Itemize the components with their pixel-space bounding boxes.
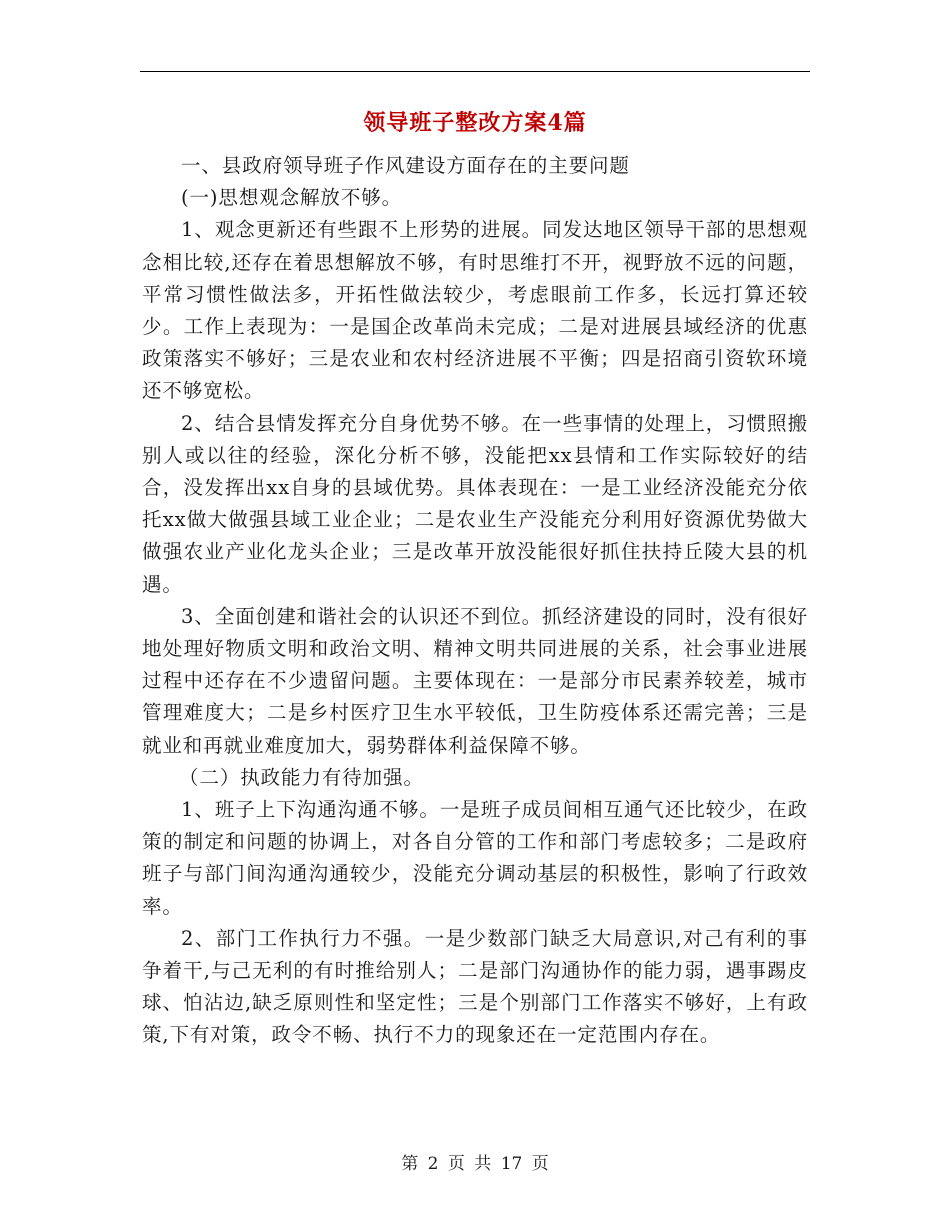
section-heading: 一、县政府领导班子作风建设方面存在的主要问题 [181,154,630,177]
document-body [142,150,808,1052]
paragraph: 2、部门工作执行力不强。一是少数部门缺乏大局意识,对己有利的事争着干,与己无利的有时推给别人；二是部门沟通协作的能力弱，遇事踢皮球、怕沾边,缺乏原则性和坚定性；三是个别部门工作落实不够好，上有政策,下有对策，政令不畅、执行不力的现象还在一定范围内存在。 [142,926,808,1047]
paragraph: 2、结合县情发挥充分自身优势不够。在一些事情的处理上，习惯照搬别人或以往的经验，深化分析不够，没能把xx县情和工作实际较好的结合，没发挥出xx自身的县域优势。具体表现在：一是工业经济没能充分依托xx做大做强县域工业企业；二是农业生产没能充分利用好资源优势做大做强农业产业化龙头企业；三是改革开放没能很好抓住扶持丘陵大县的机遇。 [142,411,808,596]
subsection-heading: （二）执政能力有待加强。 [179,765,424,789]
paragraph: 3、全面创建和谐社会的认识还不到位。抓经济建设的同时，没有很好地处理好物质文明和政治文明、精神文明共同进展的关系，社会事业进展过程中还存在不少遗留问题。主要体现在：一是部分市民素养较差，城市管理难度大；二是乡村医疗卫生水平较低，卫生防疫体系还需完善；三是就业和再就业难度加大，弱势群体利益保障不够。 [142,604,808,757]
paragraph: 1、班子上下沟通沟通不够。一是班子成员间相互通气还比较少，在政策的制定和问题的协调上，对各自分管的工作和部门考虑较多；二是政府班子与部门间沟通沟通较少，没能充分调动基层的积极性，影响了行政效率。 [142,798,808,918]
document-title: 领导班子整改方案4篇 [363,110,587,136]
header-rule [140,71,810,72]
subsection-heading: (一)思想观念解放不够。 [181,186,403,210]
page-number: 第 2 页 共 17 页 [401,1154,549,1174]
paragraph: 1、观念更新还有些跟不上形势的进展。同发达地区领导干部的思想观念相比较,还存在着思想解放不够，有时思维打不开，视野放不远的问题，平常习惯性做法多，开拓性做法较少，考虑眼前工作多，长远打算还较少。工作上表现为：一是国企改革尚未完成；二是对进展县域经济的优惠政策落实不够好；三是农业和农村经济进展不平衡；四是招商引资软环境还不够宽松。 [142,218,808,403]
